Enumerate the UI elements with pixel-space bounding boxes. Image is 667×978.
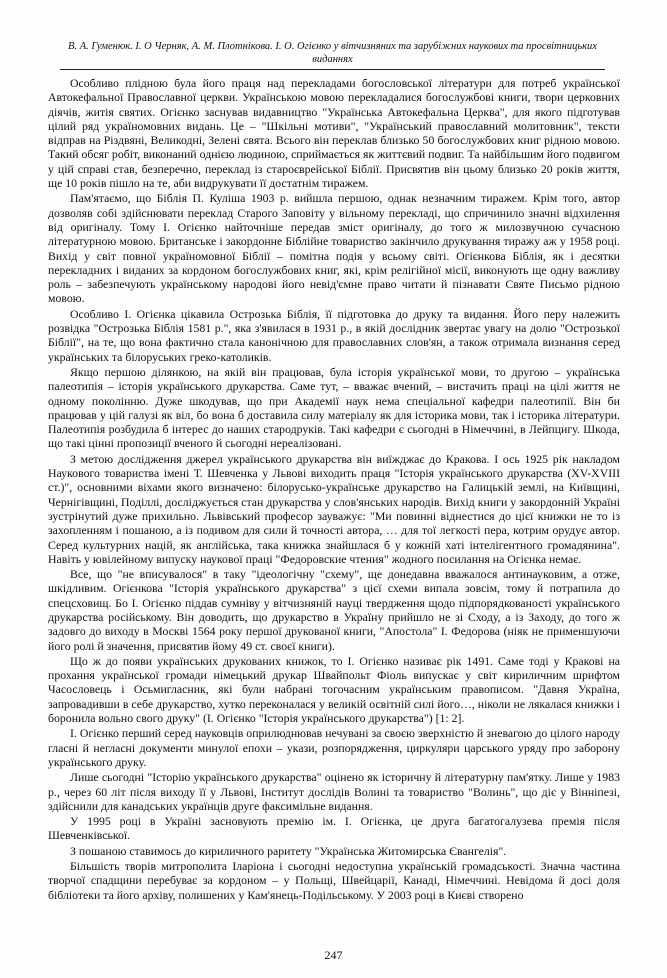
paragraph: Якщо першою ділянкою, на якій він працював, була історія української мови, то другою – українська палеотипія – історія українського друкарства. Саме тут, – вважає вчений, – вистачить праці на цілі життя не одному поколінню. Дуже шкодував, що при Академії наук нема спеціальної кафедри палеотипії. Він би працював у цій галузі як віл, бо вона б доставила силу матеріалу як для історика мови, так і історика літератури. Палеотипія розбудила б інтерес до наших стародруків. Такі кафедри є сьогодні в Німеччині, в Лейпцигу. Шкода, що такі цінні пропозиції вченого й сьогодні нереалізовані. — [48, 364, 620, 451]
paragraph: Особливо І. Огієнка цікавила Острозька Біблія, її підготовка до друку та видання. Його перу належить розвідка "Острозька Біблія 1581 р.", яка з'явилася в 1931 р., в якій дослідник звертає увагу на долю "Острозької Біблії", на те, що вона фактично стала канонічною для православних слов'ян, а також отримала визнання серед українських та білоруських греко-католиків. — [48, 306, 620, 364]
paragraph: Лише сьогодні "Історію українського друкарства" оцінено як історичну й літературну пам'ятку. Лише у 1983 р., через 60 літ після виходу її у Львові, Інститут дослідів Волині та товариство "Волинь", що діє у Вінніпезі, здійснили для канадських українців друге факсимільне видання. — [48, 770, 620, 813]
paragraph: Що ж до появи українських друкованих книжок, то І. Огієнко називає рік 1491. Саме тоді у Кракові на прохання української громади німецький друкар Швайпольт Фіоль випускає у світ кириличним шрифтом Часословець і Осьмигласник, які були набрані тогочасним українським правописом. "Давня Україна, запровадивши в себе друкарство, хутко переконалася у великій освітній силі його…, ніколи не лякалася книжки і боронила вольно свого друку" (І. Огієнко "Історія українського друкарства") [1: 2]. — [48, 653, 620, 726]
paragraph: І. Огієнко перший серед науковців оприлюднював нечувані за своєю зверхністю й зневагою до цілого народу гласні й негласні документи минулої епохи – укази, розпорядження, циркуляри царського уряду про заборону українського друку. — [48, 726, 620, 769]
running-head: В. А. Гуменюк. І. О Черняк, А. М. Плотнікова. І. О. Огієнко у вітчизняних та зарубіжних наукових та просвітницьких виданнях — [60, 40, 605, 70]
paragraph: З метою дослідження джерел українського друкарства він виїжджає до Кракова. І ось 1925 рік накладом Наукового товариства імені Т. Шевченка у Львові виходить праця "Історія українського друкарства (XV-XVIII ст.)", основними віхами якого визначено: білорусько-українське друкарство на Галицькій землі, на Київщині, Чернігівщині, Поділлі, досліджується стан друкарства у слов'янських народів. Вихід книги у закордонній Україні зустрінутий дуже прихильно. Львівський професор зауважує: "Ми повинні віднестися до цієї книжки не то із захопленням і пошаною, а із подивом для сили й точності автора, … для тої легкості пера, котрим орудує автор. Серед культурних націй, як англійська, така книжка знайшлася б у кожній хаті інтелігентного громадянина". Навіть у ювілейному випуску наукової праці "Федоровские чтения" жодного посилання на Огієнка немає. — [48, 451, 620, 566]
paragraph: З пошаною ставимось до кириличного раритету "Українська Житомирська Євангелія". — [70, 843, 507, 858]
paragraph: Пам'ятаємо, що Біблія П. Куліша 1903 р. вийшла першою, однак незначним тиражем. Крім того, автор дозволяв собі здійснювати переклад Старого Заповіту у вільному перекладі, що спричинило значні відхилення від оригіналу. Тому І. Огієнко найточніше передав зміст оригіналу, до того ж милозвучною сучасною літературною мовою. Британське і закордонне Біблійне товариство закінчило друкування тиражу аж у 1958 році. Вихід у світ повної україномовної Біблії – помітна подія у всьому світі. Огієнкова Біблія, як і десятки перекладних і виданих за кордоном богослужбових книг, які, крім релігійної місії, виконують ще одну важливу роль – забезпечують українському народові його невід'ємне право читати й пізнавати Святе Письмо рідною мовою. — [48, 191, 620, 306]
paragraph: Особливо плідною була його праця над перекладами богословської літератури для потреб української Автокефальної Православної церкви. Українською мовою перекладалися богослужбові книги, твори церковних діячів, житія святих. Огієнко заснував видавництво "Українська Автокефальна Церква", для якого підготував цілий ряд україномовних видань. Це – "Шкільні мотиви", "Український православний молитовник", тексти відправ на Різдвяні, Великодні, Зелені свята. Всього він переклав близько 50 богослужбових книг рідною мовою. Такий обсяг робіт, виконаний однією людиною, сприймається як життєвий подвиг. Та найбільшим його подвигом у цій справі став, безперечно, переклад із староєврейської Біблії. Присвятив він цьому близько 20 років життя, ще 10 років пішло на те, аби видрукувати її достатнім тиражем. — [48, 76, 620, 191]
paragraph: У 1995 році в Україні засновують премію ім. І. Огієнка, це друга багатогалузева премія після Шевченківської. — [48, 814, 620, 843]
paragraph: Більшість творів митрополита Іларіона і сьогодні недоступна українській громадськості. Значна частина творчої спадщини перебуває за кордоном – у Польщі, Швейцарії, Канаді, Німеччині. Невідома й досі доля бібліотеки та його архіву, полишених у Кам'янець-Подільському. У 2003 році в Києві створено — [48, 859, 620, 902]
paragraph: Все, що "не вписувалося" в таку "ідеологічну "схему", ще донедавна вважалося антинауковим, а отже, шкідливим. Огієнкова "Історія українського друкарства" з цієї схеми випала зовсім, тому й потрапила до спецсховищ. Бо І. Огієнко піддав сумніву у вітчизняній науці твердження щодо підпорядкованості українського друкарства російському. Він доводить, що друкарство в Україну прийшло не зі Сходу, а із Заходу, до того ж задовго до виходу в Москві 1564 року першої друкованої книги, "Апостола" І. Федорова (ніяк не применшуючи його ролі й значення, присвятив йому 49 ст. своєї книги). — [48, 567, 620, 653]
article-body — [48, 76, 620, 903]
page-number: 247 — [324, 948, 343, 962]
